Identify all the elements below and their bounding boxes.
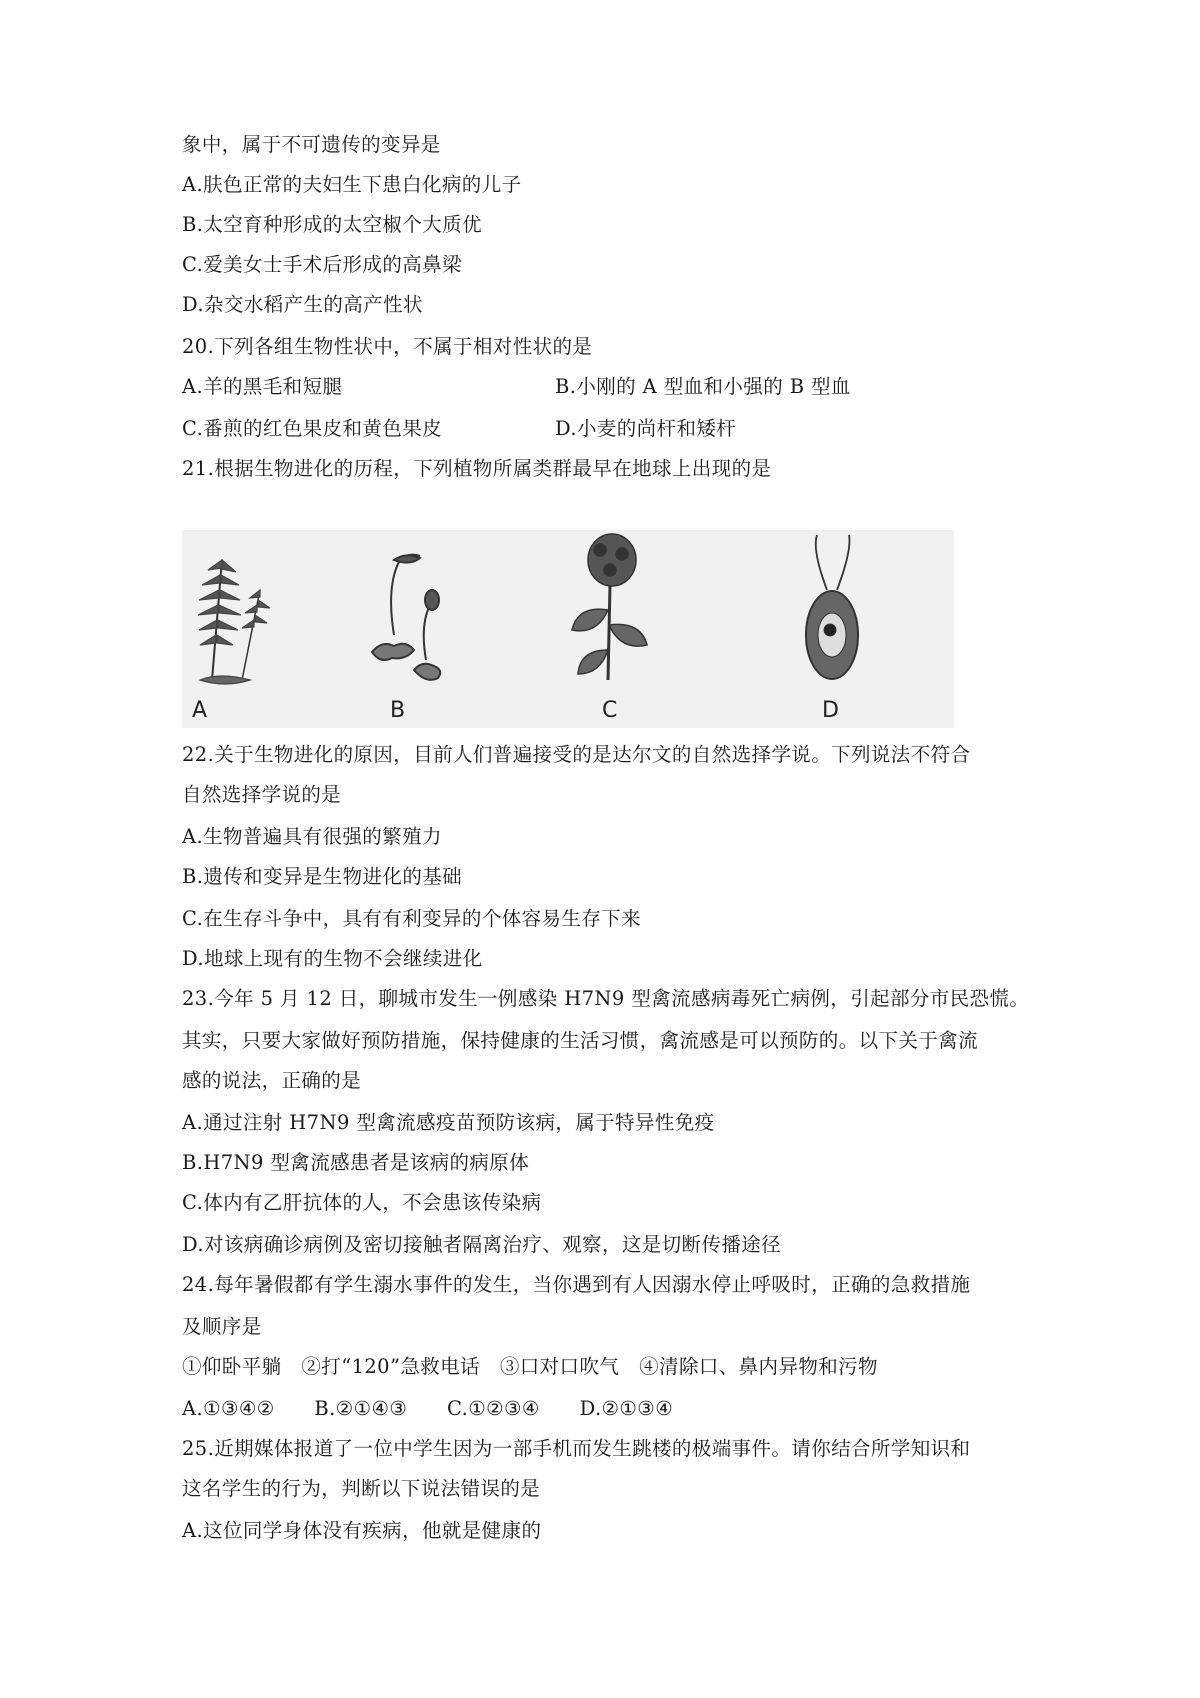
q24-options: A.①③④② B.②①④③ C.①②③④ D.②①③④ <box>182 1397 674 1420</box>
q20-stem: 20.下列各组生物性状中，不属于相对性状的是 <box>182 335 593 358</box>
fern-drawing <box>198 560 270 684</box>
q22-option-d: D.地球上现有的生物不会继续进化 <box>182 947 483 970</box>
q23-option-d: D.对该病确诊病例及密切接触者隔离治疗、观察，这是切断传播途径 <box>182 1233 782 1256</box>
q22-stem: 22.关于生物进化的原因，目前人们普遍接受的是达尔文的自然选择学说。下列说法不符合 <box>182 743 971 766</box>
q20-option-d: D.小麦的尚杆和矮杆 <box>555 417 737 440</box>
q25-option-a: A.这位同学身体没有疾病，他就是健康的 <box>182 1519 542 1542</box>
q19-option-c: C.爱美女士手术后形成的高鼻梁 <box>182 253 462 276</box>
figure-label-c: C <box>602 698 618 723</box>
q24-steps: ①仰卧平躺 ②打“120”急救电话 ③口对口吹气 ④清除口、鼻内异物和污物 <box>182 1355 878 1378</box>
q23-option-a: A.通过注射 H7N9 型禽流感疫苗预防该病，属于特异性免疫 <box>182 1111 715 1134</box>
q22-stem-continued: 自然选择学说的是 <box>182 783 342 806</box>
q19-option-a: A.肤色正常的夫妇生下患白化病的儿子 <box>182 173 522 196</box>
figure-label-a: A <box>192 698 208 723</box>
q25-stem-continued: 这名学生的行为，判断以下说法错误的是 <box>182 1477 541 1500</box>
q23-stem-line-2: 其实，只要大家做好预防措施，保持健康的生活习惯，禽流感是可以预防的。以下关于禽流 <box>182 1029 979 1052</box>
q22-option-b: B.遗传和变异是生物进化的基础 <box>182 865 463 888</box>
q23-option-b: B.H7N9 型禽流感患者是该病的病原体 <box>182 1151 530 1174</box>
figure-label-b: B <box>390 698 406 723</box>
q22-option-a: A.生物普遍具有很强的繁殖力 <box>182 825 442 848</box>
q25-stem: 25.近期媒体报道了一位中学生因为一部手机而发生跳楼的极端事件。请你结合所学知识和 <box>182 1437 971 1460</box>
q23-option-c: C.体内有乙肝抗体的人，不会患该传染病 <box>182 1191 542 1214</box>
q24-stem-continued: 及顺序是 <box>182 1315 262 1338</box>
q20-option-b: B.小刚的 A 型血和小强的 B 型血 <box>555 375 851 398</box>
q20-option-c: C.番煎的红色果皮和黄色果皮 <box>182 417 443 440</box>
q19-option-b: B.太空育种形成的太空椒个大质优 <box>182 213 482 236</box>
q22-option-c: C.在生存斗争中，具有有利变异的个体容易生存下来 <box>182 907 642 930</box>
q24-stem: 24.每年暑假都有学生溺水事件的发生，当你遇到有人因溺水停止呼吸时，正确的急救措施 <box>182 1273 971 1296</box>
moss-drawing <box>372 555 440 680</box>
q19-stem-continued: 象中，属于不可遗传的变异是 <box>182 133 441 156</box>
figure-label-d: D <box>822 698 839 723</box>
q21-stem: 21.根据生物进化的历程，下列植物所属类群最早在地球上出现的是 <box>182 457 772 480</box>
q19-option-d: D.杂交水稻产生的高产性状 <box>182 293 423 316</box>
plant-figure <box>182 530 954 728</box>
q20-option-a: A.羊的黑毛和短腿 <box>182 375 343 398</box>
alga-drawing <box>806 535 858 679</box>
flowering-plant-drawing <box>572 534 647 680</box>
q23-stem-line-3: 感的说法，正确的是 <box>182 1069 362 1092</box>
q23-stem: 23.今年 5 月 12 日，聊城市发生一例感染 H7N9 型禽流感病毒死亡病例，引起部分市民恐慌。 <box>182 987 1030 1010</box>
